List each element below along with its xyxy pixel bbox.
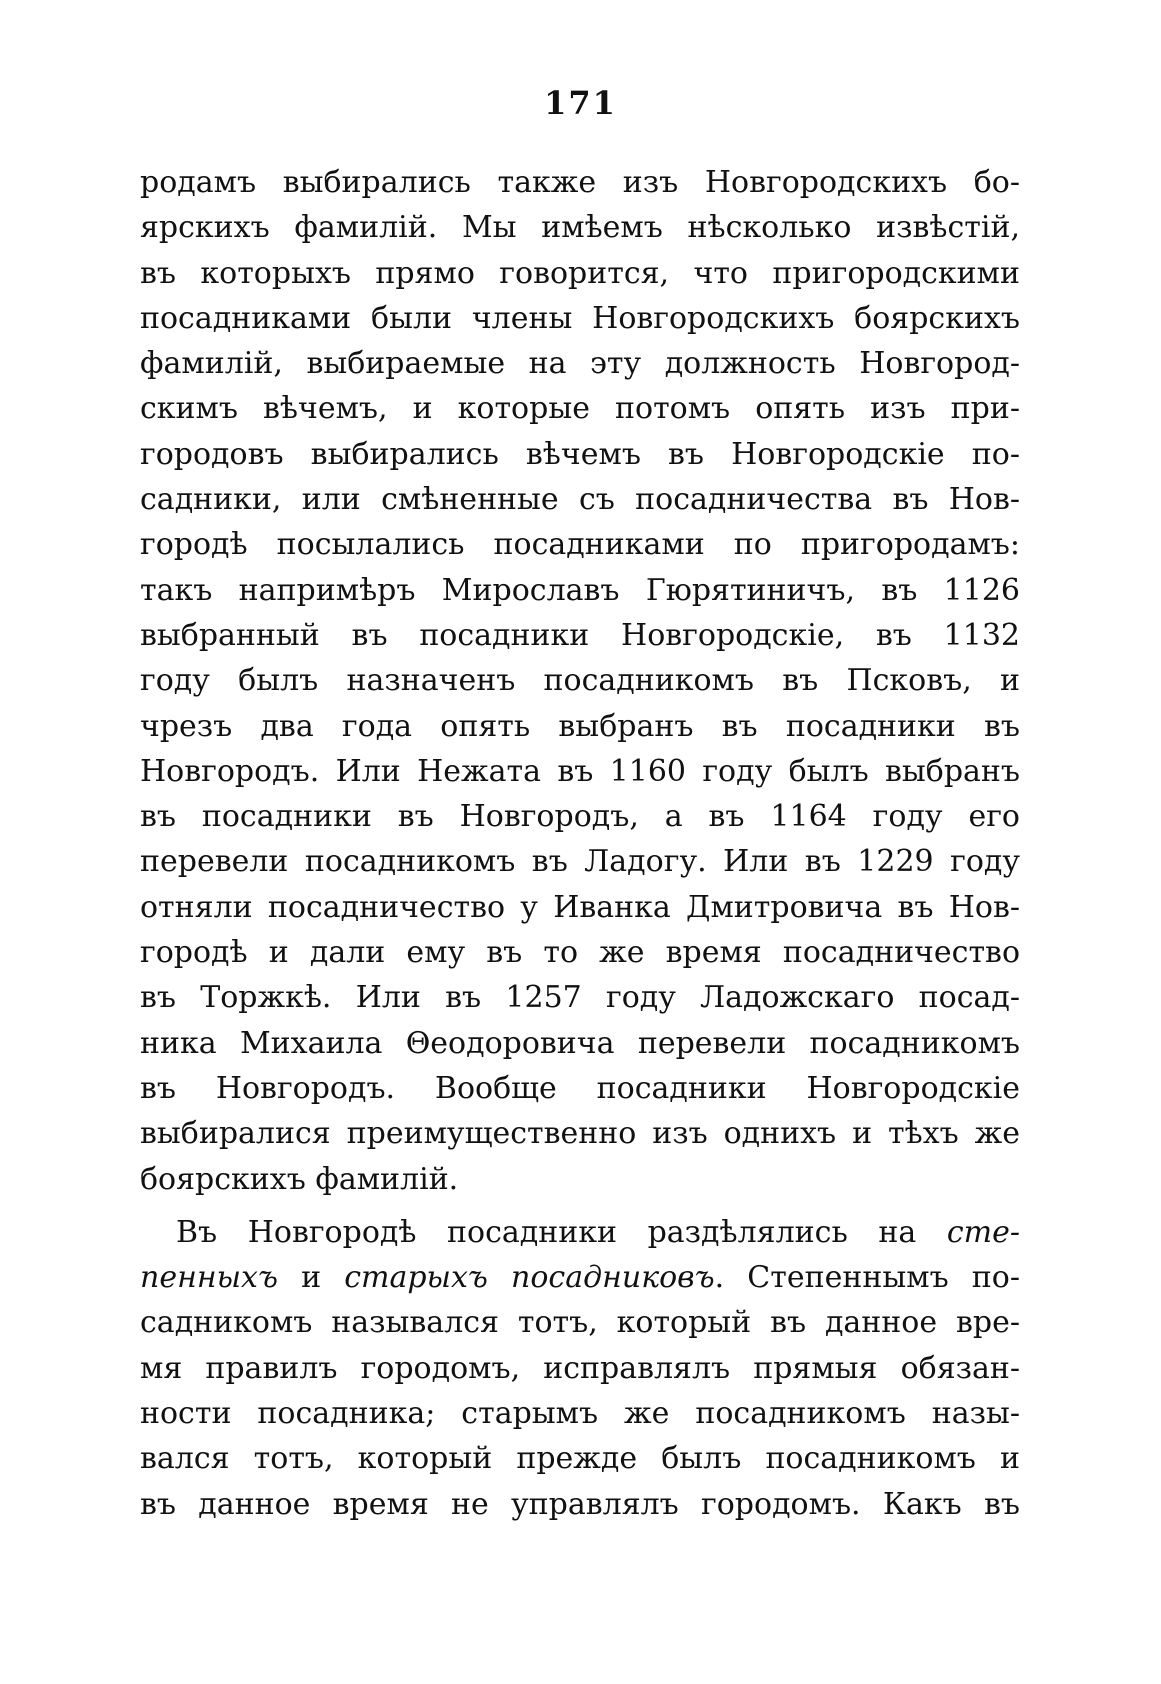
- text-line: ности посадника; старымъ же посадникомъ назы-: [140, 1396, 1020, 1432]
- text-line: въ Торжкѣ. Или въ 1257 году Ладожскаго посад-: [140, 980, 1020, 1016]
- italic-term: сте-: [946, 1214, 1020, 1250]
- text-line: боярскихъ фамилій.: [140, 1161, 459, 1197]
- text-run: и: [277, 1260, 345, 1296]
- text-line: мя правилъ городомъ, исправлялъ прямыя обязан-: [140, 1350, 1020, 1386]
- italic-term: старыхъ посадниковъ: [344, 1260, 715, 1296]
- text-line: вался тотъ, который прежде былъ посадникомъ и: [140, 1441, 1020, 1477]
- text-line: родамъ выбирались также изъ Новгородскихъ бо-: [140, 165, 1020, 200]
- text-line: скимъ вѣчемъ, и которые потомъ опять изъ при-: [140, 391, 1020, 427]
- text-line: году былъ назначенъ посадникомъ въ Псковъ, и: [140, 663, 1020, 699]
- text-line: выбиралися преимущественно изъ однихъ и тѣхъ же: [140, 1116, 1020, 1152]
- text-line: садники, или смѣненные съ посадничества въ Нов-: [140, 482, 1020, 518]
- text-line: посадниками были члены Новгородскихъ боярскихъ: [140, 300, 1020, 336]
- text-line: [140, 1210, 1020, 1255]
- text-run: Въ Новгородѣ посадники раздѣлялись на: [176, 1214, 947, 1250]
- text-line: фамилій, выбираемые на эту должность Новгород-: [140, 346, 1020, 382]
- body-text: [140, 160, 1020, 1527]
- paragraph-2: [140, 1210, 1020, 1527]
- text-line: выбранный въ посадники Новгородскіе, въ 1132: [140, 617, 1020, 653]
- text-line: городѣ посылались посадниками по пригородамъ:: [140, 527, 1020, 563]
- text-line: ярскихъ фамилій. Мы имѣемъ нѣсколько извѣстій,: [140, 210, 1020, 246]
- text-line: такъ напримѣръ Мирославъ Гюрятиничъ, въ 1126: [140, 572, 1020, 608]
- text-line: Новгородъ. Или Нежата въ 1160 году былъ выбранъ: [140, 753, 1020, 789]
- italic-term: пенныхъ: [140, 1260, 278, 1296]
- text-run: . Степеннымъ по-: [714, 1260, 1020, 1296]
- text-line: въ данное время не управлялъ городомъ. Какъ въ: [140, 1486, 1020, 1522]
- page-number: 171: [544, 84, 617, 122]
- text-line: перевели посадникомъ въ Ладогу. Или въ 1229 году: [140, 844, 1020, 880]
- text-line: отняли посадничество у Иванка Дмитровича въ Нов-: [140, 889, 1020, 925]
- text-line: въ посадники въ Новгородъ, а въ 1164 году его: [140, 799, 1020, 835]
- text-line: въ которыхъ прямо говорится, что пригородскими: [140, 255, 1020, 291]
- text-line: городѣ и дали ему въ то же время посадничество: [140, 935, 1020, 971]
- text-line: садникомъ назывался тотъ, который въ данное вре-: [140, 1305, 1020, 1341]
- text-line: въ Новгородъ. Вообще посадники Новгородскіе: [140, 1070, 1020, 1106]
- text-line: [140, 1255, 1020, 1300]
- text-line: городовъ выбирались вѣчемъ въ Новгородскіе по-: [140, 436, 1020, 472]
- text-line: чрезъ два года опять выбранъ въ посадники въ: [140, 708, 1020, 744]
- paragraph-1: [140, 160, 1020, 1202]
- text-line: ника Михаила Θеодоровича перевели посадникомъ: [140, 1025, 1020, 1061]
